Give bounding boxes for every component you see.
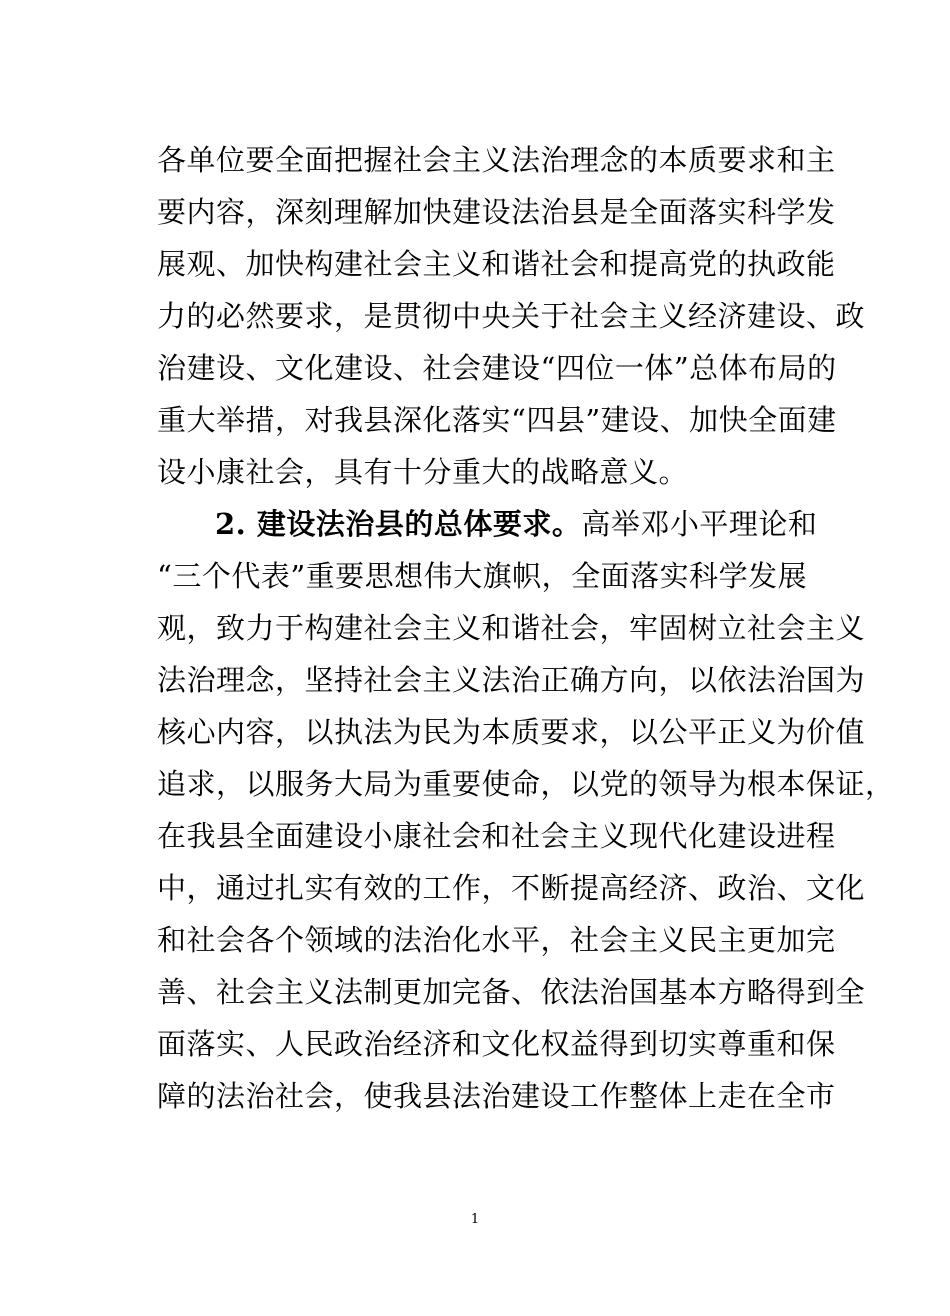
section-first-line — [215, 504, 817, 544]
paragraph-line: 法治理念，坚持社会主义法治正确方向，以依法治国为 — [157, 663, 866, 697]
paragraph-line: 观，致力于构建社会主义和谐社会，牢固树立社会主义 — [157, 611, 866, 645]
paragraph-line: “三个代表”重要思想伟大旗帜，全面落实科学发展 — [157, 559, 808, 593]
paragraph-line: 设小康社会，具有十分重大的战略意义。 — [157, 455, 689, 489]
paragraph-line: 面落实、人民政治经济和文化权益得到切实尊重和保 — [157, 1027, 836, 1061]
paragraph-line: 和社会各个领域的法治化水平，社会主义民主更加完 — [157, 923, 836, 957]
section-first-line-text: 高举邓小平理论和 — [581, 507, 818, 541]
paragraph-line: 要内容，深刻理解加快建设法治县是全面落实科学发 — [157, 195, 836, 229]
paragraph-line: 障的法治社会，使我县法治建设工作整体上走在全市 — [157, 1079, 836, 1113]
paragraph-line: 在我县全面建设小康社会和社会主义现代化建设进程 — [157, 819, 836, 853]
page-number: 1 — [470, 1212, 480, 1227]
paragraph-line: 各单位要全面把握社会主义法治理念的本质要求和主 — [157, 143, 836, 177]
paragraph-line: 核心内容，以执法为民为本质要求，以公平正义为价值 — [157, 715, 866, 749]
paragraph-line: 展观、加快构建社会主义和谐社会和提高党的执政能 — [157, 247, 836, 281]
paragraph-line: 善、社会主义法制更加完备、依法治国基本方略得到全 — [157, 975, 866, 1009]
section-heading: 2. 建设法治县的总体要求。 — [215, 507, 582, 541]
paragraph-line: 追求，以服务大局为重要使命，以党的领导为根本保证， — [157, 767, 895, 801]
paragraph-line: 治建设、文化建设、社会建设“四位一体”总体布局的 — [157, 351, 837, 385]
paragraph-line: 中，通过扎实有效的工作，不断提高经济、政治、文化 — [157, 871, 866, 905]
paragraph-line: 重大举措，对我县深化落实“四县”建设、加快全面建 — [157, 403, 837, 437]
paragraph-line: 力的必然要求，是贯彻中央关于社会主义经济建设、政 — [157, 299, 866, 333]
